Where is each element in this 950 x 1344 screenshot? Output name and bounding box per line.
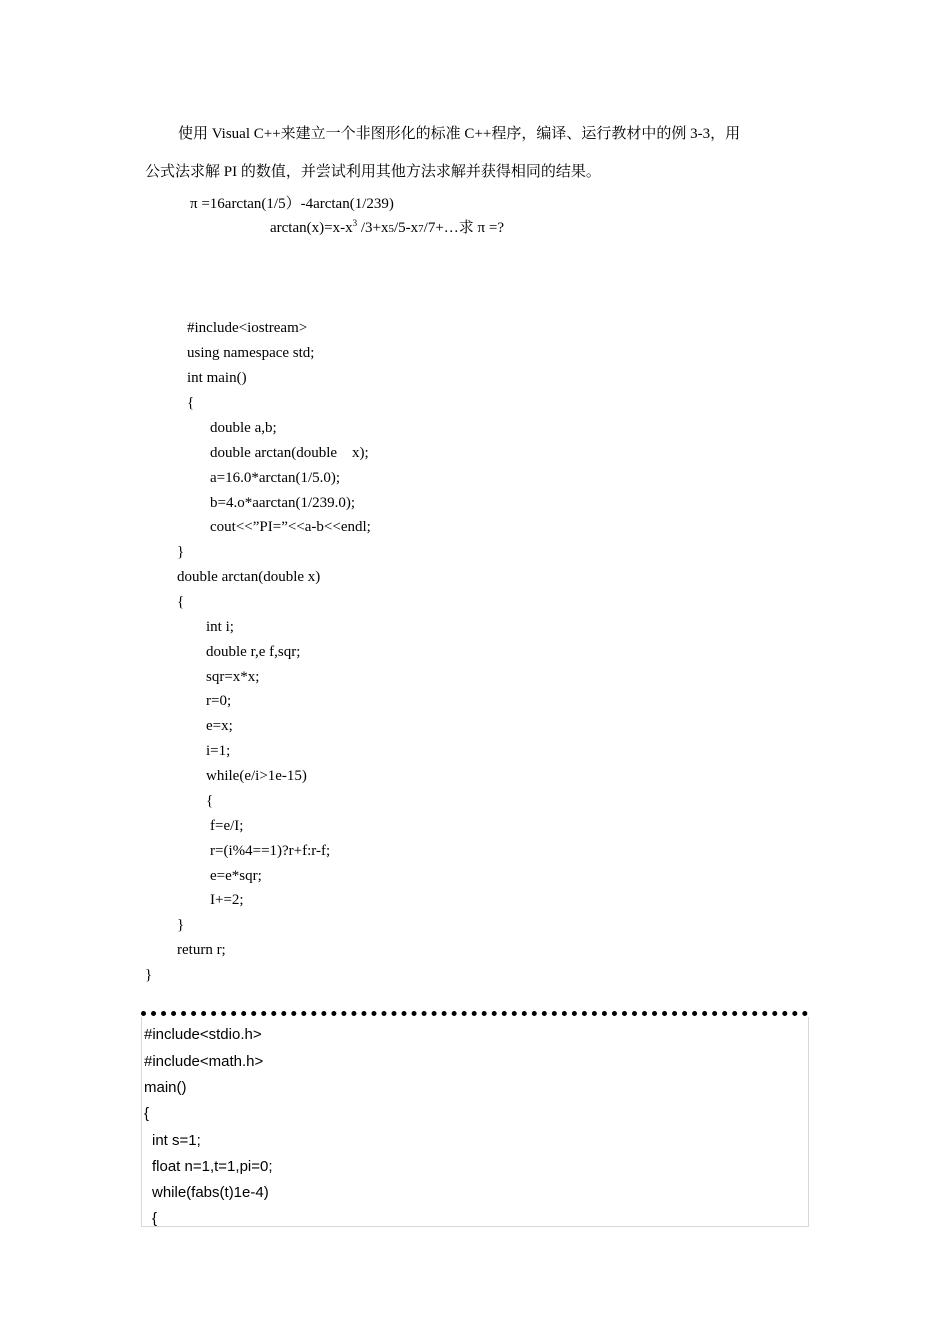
code1-line: e=e*sqr; (210, 868, 262, 884)
code1-line: } (145, 967, 153, 983)
code1-line: { (187, 395, 195, 411)
code1-line: sqr=x*x; (206, 669, 260, 685)
code1-line: double arctan(double x) (177, 569, 321, 585)
code1-line: i=1; (206, 743, 231, 759)
code1-line: { (177, 594, 185, 610)
code1-line: int i; (206, 619, 234, 635)
code2-line: #include<stdio.h> (144, 1026, 262, 1043)
code1-line: b=4.o*aarctan(1/239.0); (210, 495, 356, 511)
code2-line: { (144, 1105, 150, 1122)
code1-line: } (177, 544, 185, 560)
code1-line: e=x; (206, 718, 233, 734)
code2-line: float n=1,t=1,pi=0; (152, 1158, 273, 1175)
code1-line: return r; (177, 942, 226, 958)
code1-line: double r,e f,sqr; (206, 644, 301, 660)
formula-pi: π =16arctan(1/5）-4arctan(1/239) (190, 196, 394, 212)
code1-line: I+=2; (210, 892, 244, 908)
code1-line: r=0; (206, 693, 232, 709)
code1-line: double a,b; (210, 420, 277, 436)
formula-arctan-series: $\arctan(x)=x-x^3$ /3+x5/5-x7/7+…求 π =? (270, 218, 504, 236)
code2-line: int s=1; (152, 1132, 201, 1149)
dotted-divider (141, 1011, 808, 1016)
code1-line: { (206, 793, 214, 809)
code2-line: main() (144, 1079, 187, 1096)
code1-line: } (177, 917, 185, 933)
code2-line: { (152, 1210, 158, 1227)
intro-line-1: 使用 Visual C++来建立一个非图形化的标准 C++程序，编译、运行教材中的例 3-3，用 (178, 126, 741, 142)
code1-line: a=16.0*arctan(1/5.0); (210, 470, 341, 486)
code1-line: r=(i%4==1)?r+f:r-f; (210, 843, 331, 859)
code1-line: while(e/i>1e-15) (206, 768, 307, 784)
code1-line: int main() (187, 370, 247, 386)
code1-line: cout<<”PI=”<<a-b<<endl; (210, 519, 371, 535)
code2-line: while(fabs(t)1e-4) (152, 1184, 269, 1201)
intro-line-2: 公式法求解 PI 的数值，并尝试利用其他方法求解并获得相同的结果。 (145, 164, 601, 180)
code1-line: #include<iostream> (187, 320, 308, 336)
code1-line: f=e/I; (210, 818, 244, 834)
code1-line: using namespace std; (187, 345, 315, 361)
code1-line: double arctan(double x); (210, 445, 369, 461)
code2-line: #include<math.h> (144, 1053, 264, 1070)
